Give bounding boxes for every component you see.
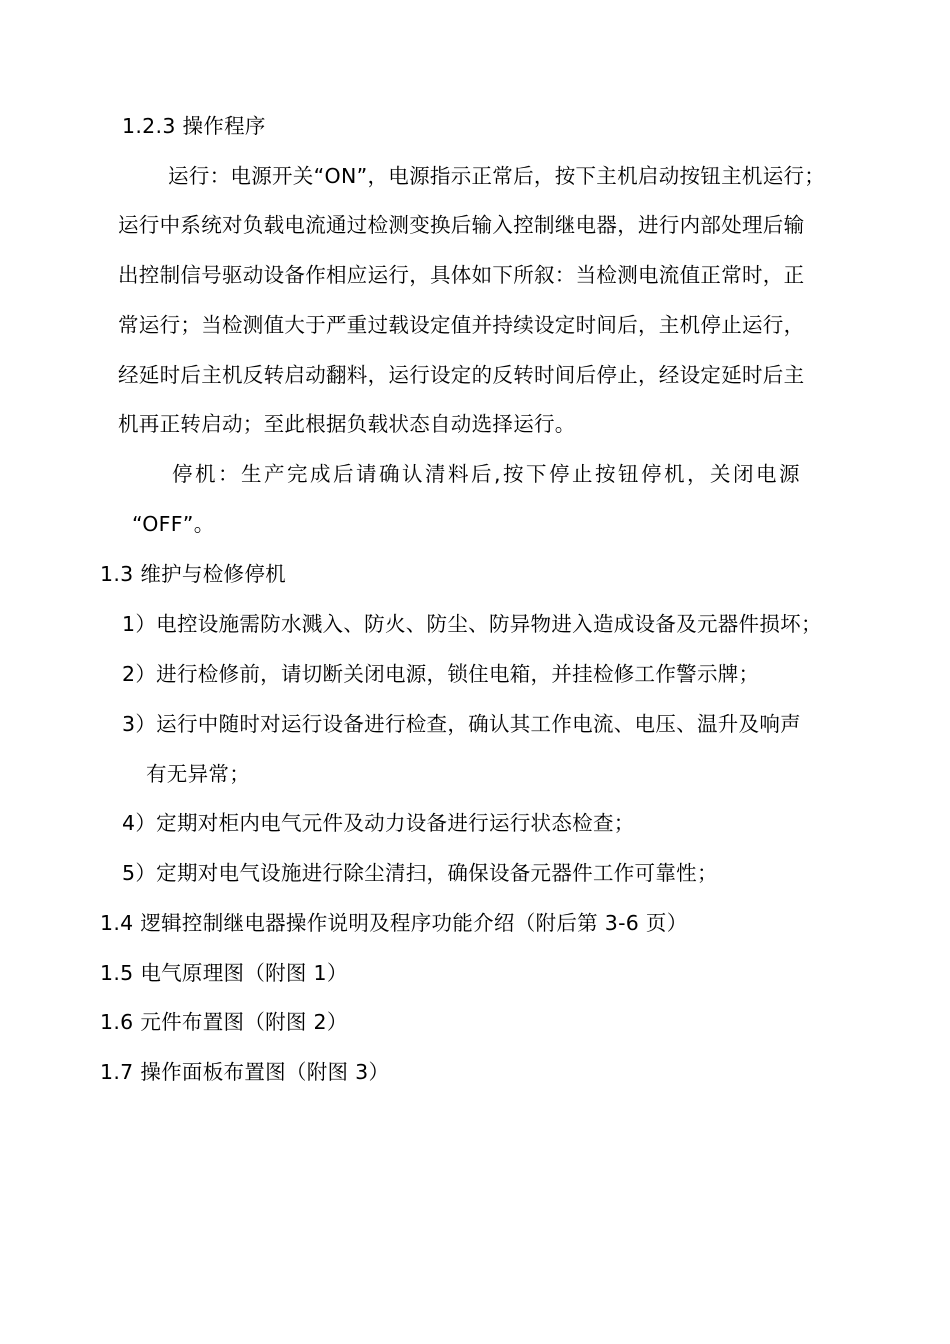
- stop-paragraph-line-1: 停机：生产完成后请确认清料后,按下停止按钮停机，关闭电源: [172, 462, 803, 486]
- section-1-3-heading: 1.3 维护与检修停机: [100, 562, 286, 586]
- run-paragraph-line-6: 机再正转启动；至此根据负载状态自动选择运行。: [118, 412, 576, 436]
- run-paragraph-line-4: 常运行；当检测值大于严重过载设定值并持续设定时间后，主机停止运行，: [118, 313, 805, 337]
- stop-paragraph-line-2: “OFF”。: [132, 512, 215, 536]
- run-paragraph-line-1: 运行：电源开关“ON”，电源指示正常后，按下主机启动按钮主机运行；: [168, 164, 826, 188]
- maintenance-item-3-continuation: 有无异常；: [146, 762, 250, 786]
- section-1-4-heading: 1.4 逻辑控制继电器操作说明及程序功能介绍（附后第 3-6 页）: [100, 911, 688, 935]
- maintenance-item-5: 5）定期对电气设施进行除尘清扫，确保设备元器件工作可靠性；: [122, 861, 718, 885]
- section-1-6-heading: 1.6 元件布置图（附图 2）: [100, 1010, 348, 1034]
- maintenance-item-1: 1）电控设施需防水溅入、防火、防尘、防异物进入造成设备及元器件损坏；: [122, 612, 822, 636]
- maintenance-item-3: 3）运行中随时对运行设备进行检查，确认其工作电流、电压、温升及响声: [122, 712, 801, 736]
- maintenance-item-2: 2）进行检修前，请切断关闭电源，锁住电箱，并挂检修工作警示牌；: [122, 662, 760, 686]
- maintenance-item-4: 4）定期对柜内电气元件及动力设备进行运行状态检查；: [122, 811, 635, 835]
- run-paragraph-line-2: 运行中系统对负载电流通过检测变换后输入控制继电器，进行内部处理后输: [118, 213, 805, 237]
- section-1-2-3-heading: 1.2.3 操作程序: [122, 114, 266, 138]
- run-paragraph-line-3: 出控制信号驱动设备作相应运行，具体如下所叙：当检测电流值正常时，正: [118, 263, 805, 287]
- run-paragraph-line-5: 经延时后主机反转启动翻料，运行设定的反转时间后停止，经设定延时后主: [118, 363, 805, 387]
- section-1-5-heading: 1.5 电气原理图（附图 1）: [100, 961, 348, 985]
- section-1-7-heading: 1.7 操作面板布置图（附图 3）: [100, 1060, 390, 1084]
